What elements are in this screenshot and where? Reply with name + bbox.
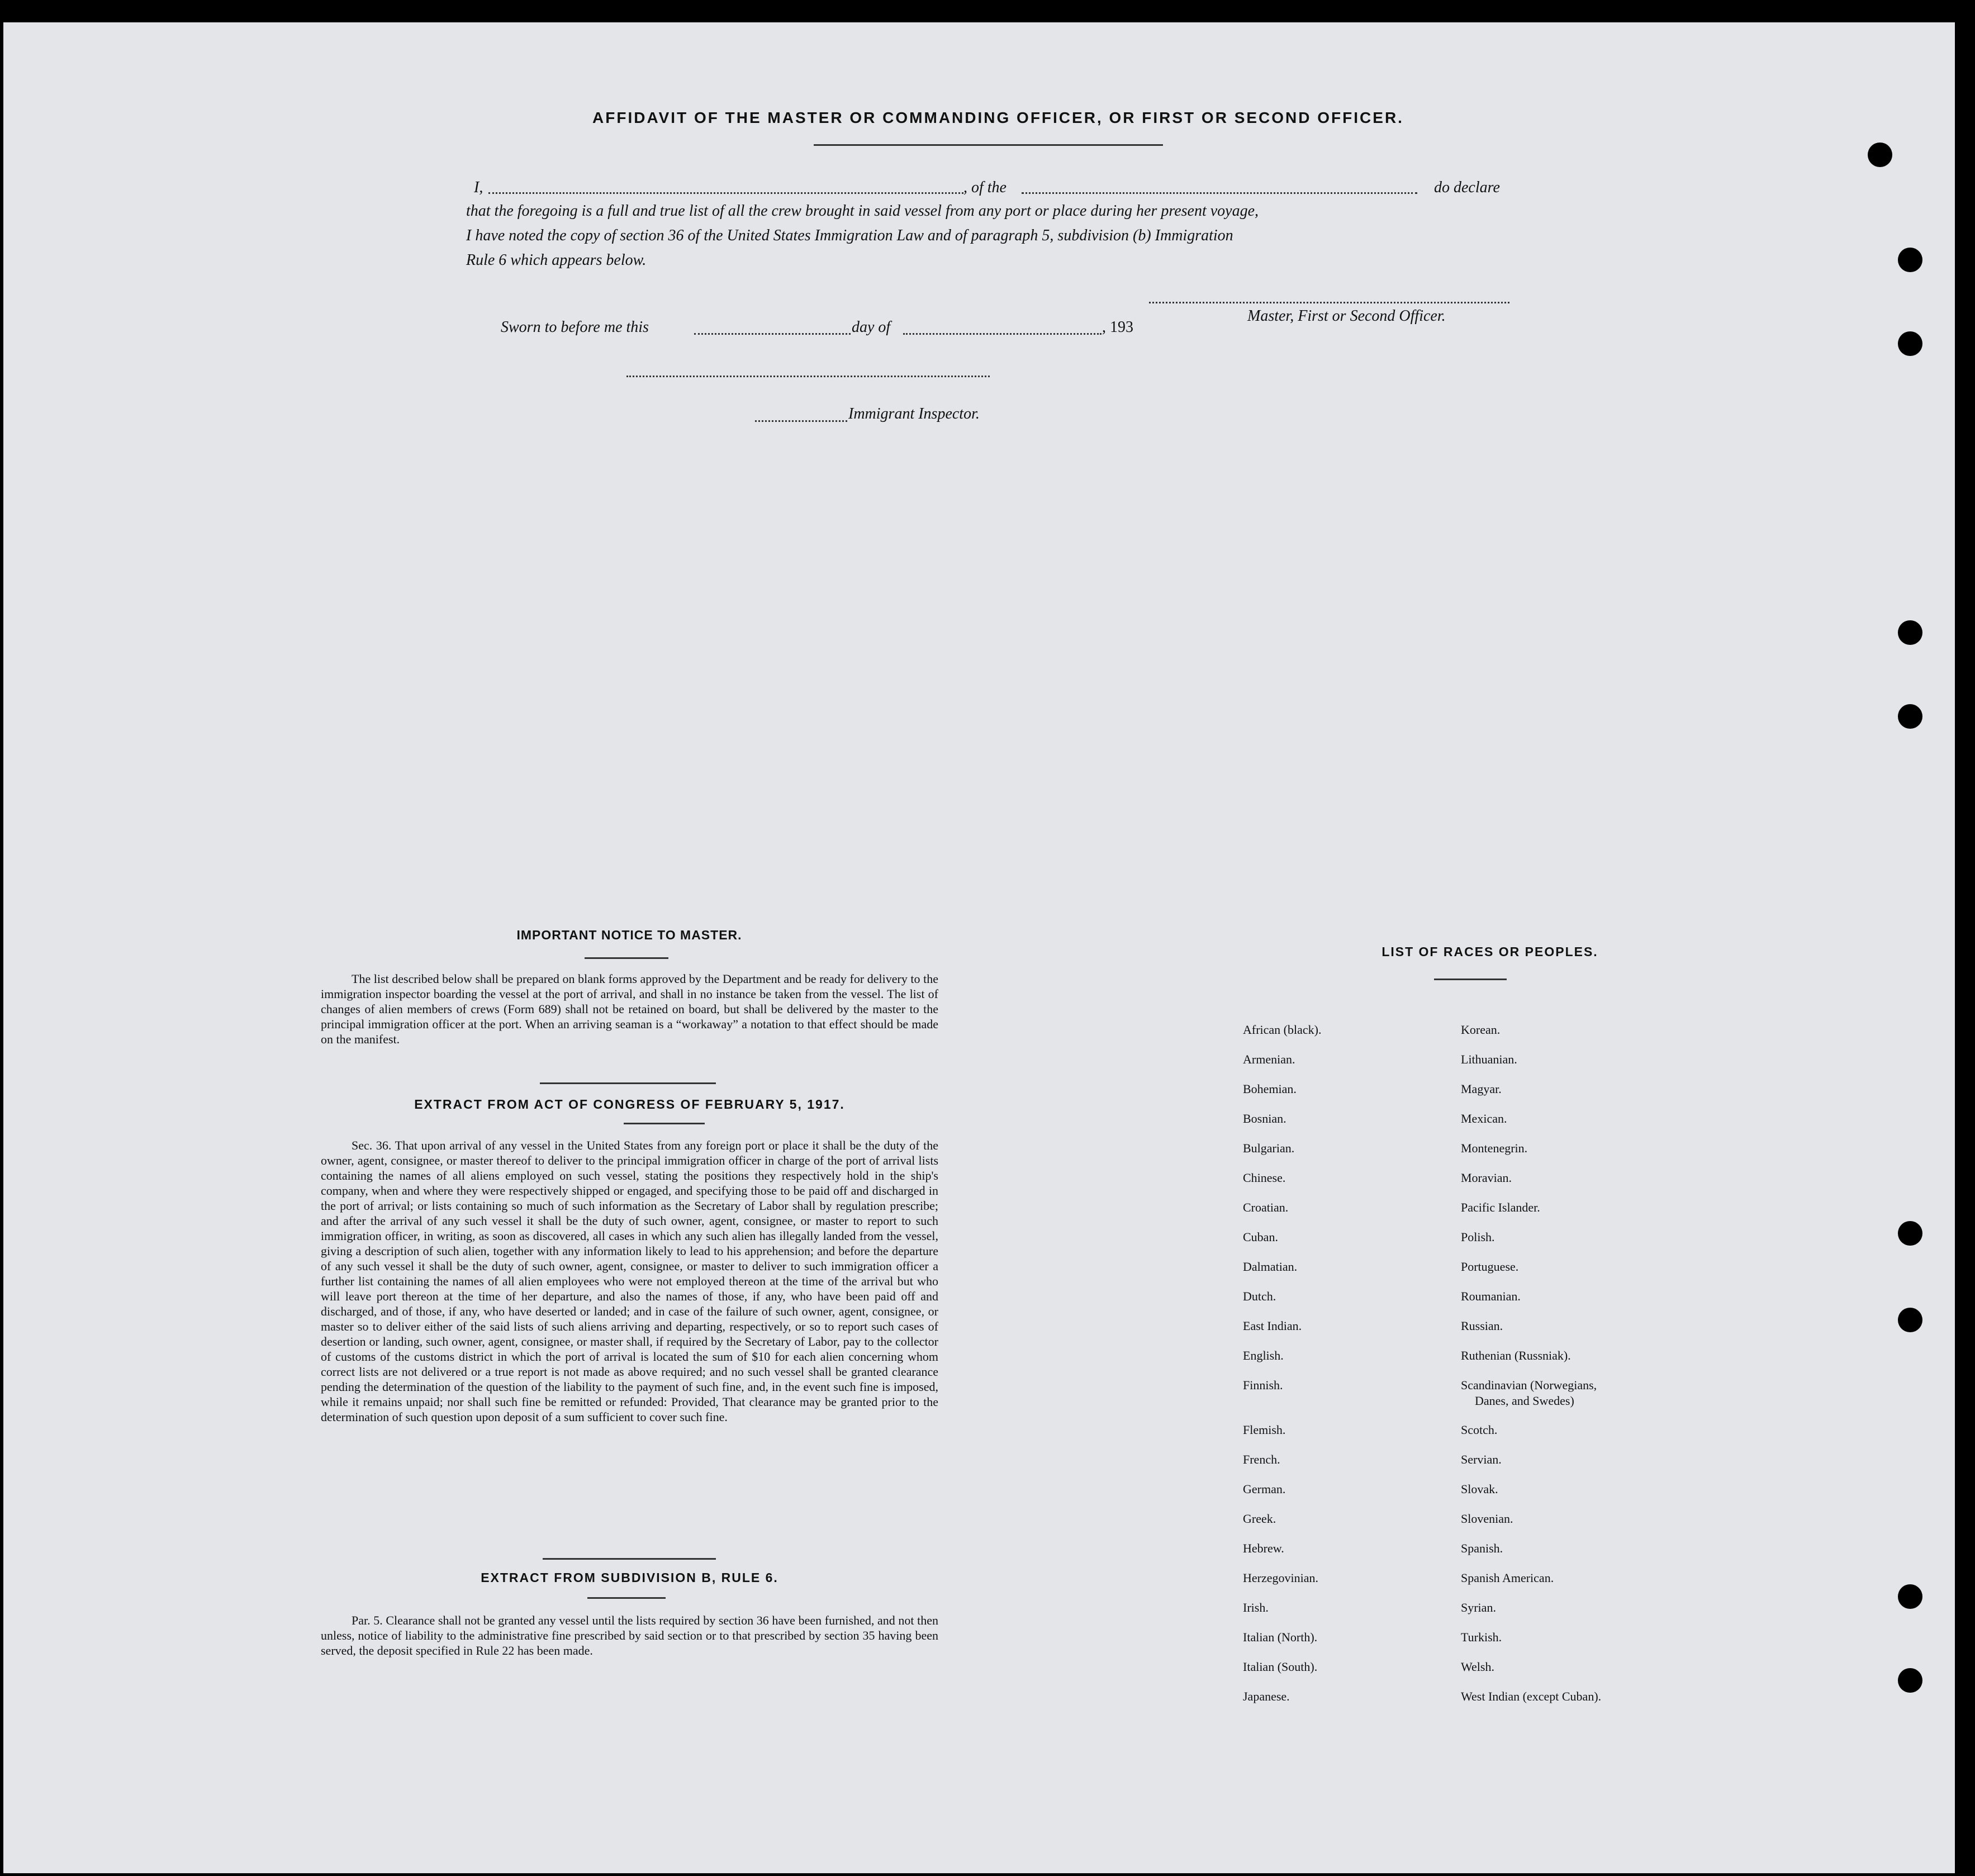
vessel-blank <box>1022 192 1417 194</box>
race-item: Spanish. <box>1461 1541 1503 1555</box>
binder-hole <box>1898 1221 1922 1246</box>
race-item: Portuguese. <box>1461 1260 1519 1274</box>
race-item: Polish. <box>1461 1230 1495 1244</box>
race-item: African (black). <box>1243 1023 1322 1037</box>
scan-border-right <box>1955 0 1975 1876</box>
race-item: Cuban. <box>1243 1230 1278 1244</box>
binder-hole <box>1898 1668 1922 1693</box>
race-item: Spanish American. <box>1461 1571 1554 1585</box>
affidavit-i-label: I, <box>474 179 483 196</box>
races-title-rule <box>1434 979 1507 980</box>
race-item: Italian (North). <box>1243 1630 1318 1644</box>
race-item: Japanese. <box>1243 1689 1290 1703</box>
sworn-month-blank <box>903 333 1102 335</box>
race-item: Korean. <box>1461 1023 1501 1037</box>
race-item-continuation: Danes, and Swedes) <box>1475 1394 1574 1408</box>
affidavit-of-the-label: , of the <box>963 179 1007 196</box>
affidavit-title-rule <box>814 144 1163 146</box>
race-item: Herzegovinian. <box>1243 1571 1318 1585</box>
race-item: Flemish. <box>1243 1423 1286 1437</box>
race-item: Ruthenian (Russniak). <box>1461 1348 1571 1362</box>
race-item: Chinese. <box>1243 1171 1286 1185</box>
race-item: Croatian. <box>1243 1200 1289 1214</box>
race-item: Roumanian. <box>1461 1289 1521 1303</box>
race-item: West Indian (except Cuban). <box>1461 1689 1602 1703</box>
race-item: Russian. <box>1461 1319 1503 1333</box>
inspector-label: Immigrant Inspector. <box>848 405 980 422</box>
race-item: Magyar. <box>1461 1082 1502 1096</box>
race-item: Welsh. <box>1461 1660 1494 1674</box>
race-item: Scotch. <box>1461 1423 1498 1437</box>
master-signature-label: Master, First or Second Officer. <box>1247 307 1446 325</box>
affidavit-line2: that the foregoing is a full and true list of all the crew brought in said vessel from any port or place during her present voyage, <box>466 202 1259 220</box>
race-item: Italian (South). <box>1243 1660 1318 1674</box>
affidavit-line3: I have noted the copy of section 36 of the United States Immigration Law and of paragraph 5, subdivision (b) Immigration <box>466 227 1233 244</box>
notice-text: The list described below shall be prepared on blank forms approved by the Department and be ready for delivery to the immigration inspector boarding the vessel at the port of arrival, and shall in no instance be taken from the vessel. The list of changes of alien members of crews (Form 689) shall not be retained on board, but shall be delivered by the master to the principal immigration officer at the port. When an arriving seaman is a “workaway” a notation to that effect should be made on the manifest. <box>321 972 938 1046</box>
race-item: Syrian. <box>1461 1600 1496 1614</box>
binder-hole <box>1868 143 1892 167</box>
notice-divider <box>540 1082 716 1084</box>
race-item: Bohemian. <box>1243 1082 1297 1096</box>
sworn-label: Sworn to before me this <box>501 319 649 336</box>
race-item: Montenegrin. <box>1461 1141 1528 1155</box>
race-item: Dutch. <box>1243 1289 1276 1303</box>
race-item: Finnish. <box>1243 1378 1283 1392</box>
binder-hole <box>1898 331 1922 356</box>
race-item: English. <box>1243 1348 1284 1362</box>
race-item: Slovenian. <box>1461 1512 1513 1526</box>
race-item: German. <box>1243 1482 1286 1496</box>
race-item: Turkish. <box>1461 1630 1502 1644</box>
race-item: East Indian. <box>1243 1319 1302 1333</box>
act-extract-divider <box>543 1558 716 1560</box>
affidavit-title: AFFIDAVIT OF THE MASTER OR COMMANDING OFFICER, OR FIRST OR SECOND OFFICER. <box>592 109 1404 126</box>
master-signature-line <box>1149 302 1509 303</box>
race-item: Slovak. <box>1461 1482 1498 1496</box>
race-item: Bulgarian. <box>1243 1141 1295 1155</box>
binder-hole <box>1898 1584 1922 1609</box>
inspector-signature-line <box>626 376 990 377</box>
act-extract-title: EXTRACT FROM ACT OF CONGRESS OF FEBRUARY 5, 1917. <box>414 1097 845 1112</box>
race-item: Dalmatian. <box>1243 1260 1298 1274</box>
sworn-day-blank <box>694 333 851 335</box>
binder-hole <box>1898 248 1922 272</box>
race-item: Hebrew. <box>1243 1541 1284 1555</box>
sworn-year: , 193 <box>1102 319 1133 336</box>
act-extract-text: Sec. 36. That upon arrival of any vessel in the United States from any foreign port or place it shall be the duty of the owner, agent, consignee, or master thereof to deliver to the principal immigration officer in charge of the port of arrival lists containing the names of all aliens employed on such vessel, stating the positions they respectively hold in the ship's company, when and where they were respectively shipped or engaged, and specifying those to be paid off and discharged in the port of arrival; or lists containing so much of such information as the Secretary of Labor shall by regulation prescribe; and after the arrival of any such vessel it shall be the duty of such owner, agent, consignee, or master to report to such immigration officer, in writing, as soon as discovered, all cases in which any such alien has illegally landed from the vessel, giving a description of such alien, together with any information likely to lead to his apprehension; and before the departure of any such vessel it shall be the duty of such owner, agent, consignee, or master to deliver to such immigration officer a further list containing the names of all alien employees who were not employed thereon at the time of the arrival but who will leave port thereon at the time of her departure, and also the names of those, if any, who have been paid off and discharged, and of those, if any, who have deserted or landed; and in case of the failure of such owner, agent, consignee, or master so to deliver either of the said lists of such aliens arriving and departing, respectively, or so to report such cases of desertion or landing, such owner, agent, consignee, or master shall, if required by the Secretary of Labor, pay to the collector of customs of the customs district in which the port of arrival is located the sum of $10 for each alien concerning whom correct lists are not delivered or a true report is not made as above required; and no such vessel shall be granted clearance pending the determination of the question of the liability to the payment of such fine, and, in the event such fine is imposed, while it remains unpaid; nor shall such fine be remitted or refunded: Provided, That clearance may be granted prior to the determination of such question upon deposit of a sum sufficient to cover such fine. <box>321 1138 938 1424</box>
binder-hole <box>1898 1308 1922 1332</box>
rule-extract-text: Par. 5. Clearance shall not be granted any vessel until the lists required by section 36 have been furnished, and not then unless, notice of liability to the administrative fine prescribed by said section or to that prescribed by section 35 having been served, the deposit specified in Rule 22 has been made. <box>321 1613 938 1657</box>
rule-extract-title-rule <box>587 1597 666 1599</box>
race-item: Greek. <box>1243 1512 1276 1526</box>
name-blank <box>488 192 963 194</box>
document-page <box>3 22 1955 1873</box>
race-item: Moravian. <box>1461 1171 1512 1185</box>
notice-title: IMPORTANT NOTICE TO MASTER. <box>516 928 742 942</box>
race-item: Armenian. <box>1243 1052 1295 1066</box>
races-title: LIST OF RACES OR PEOPLES. <box>1381 944 1598 959</box>
race-item: Scandinavian (Norwegians, <box>1461 1378 1597 1392</box>
race-item: Mexican. <box>1461 1112 1507 1125</box>
binder-hole <box>1898 620 1922 645</box>
day-of-label: day of <box>852 319 891 336</box>
inspector-name-blank <box>755 420 847 422</box>
race-item: Servian. <box>1461 1452 1502 1466</box>
race-item: Pacific Islander. <box>1461 1200 1540 1214</box>
race-item: Irish. <box>1243 1600 1269 1614</box>
affidavit-line4: Rule 6 which appears below. <box>466 251 647 269</box>
notice-title-rule <box>585 957 668 959</box>
race-item: Lithuanian. <box>1461 1052 1517 1066</box>
rule-extract-title: EXTRACT FROM SUBDIVISION B, RULE 6. <box>481 1570 778 1585</box>
affidavit-do-declare: do declare <box>1434 179 1500 196</box>
act-extract-title-rule <box>624 1123 705 1124</box>
binder-hole <box>1898 704 1922 729</box>
race-item: Bosnian. <box>1243 1112 1286 1125</box>
race-item: French. <box>1243 1452 1280 1466</box>
